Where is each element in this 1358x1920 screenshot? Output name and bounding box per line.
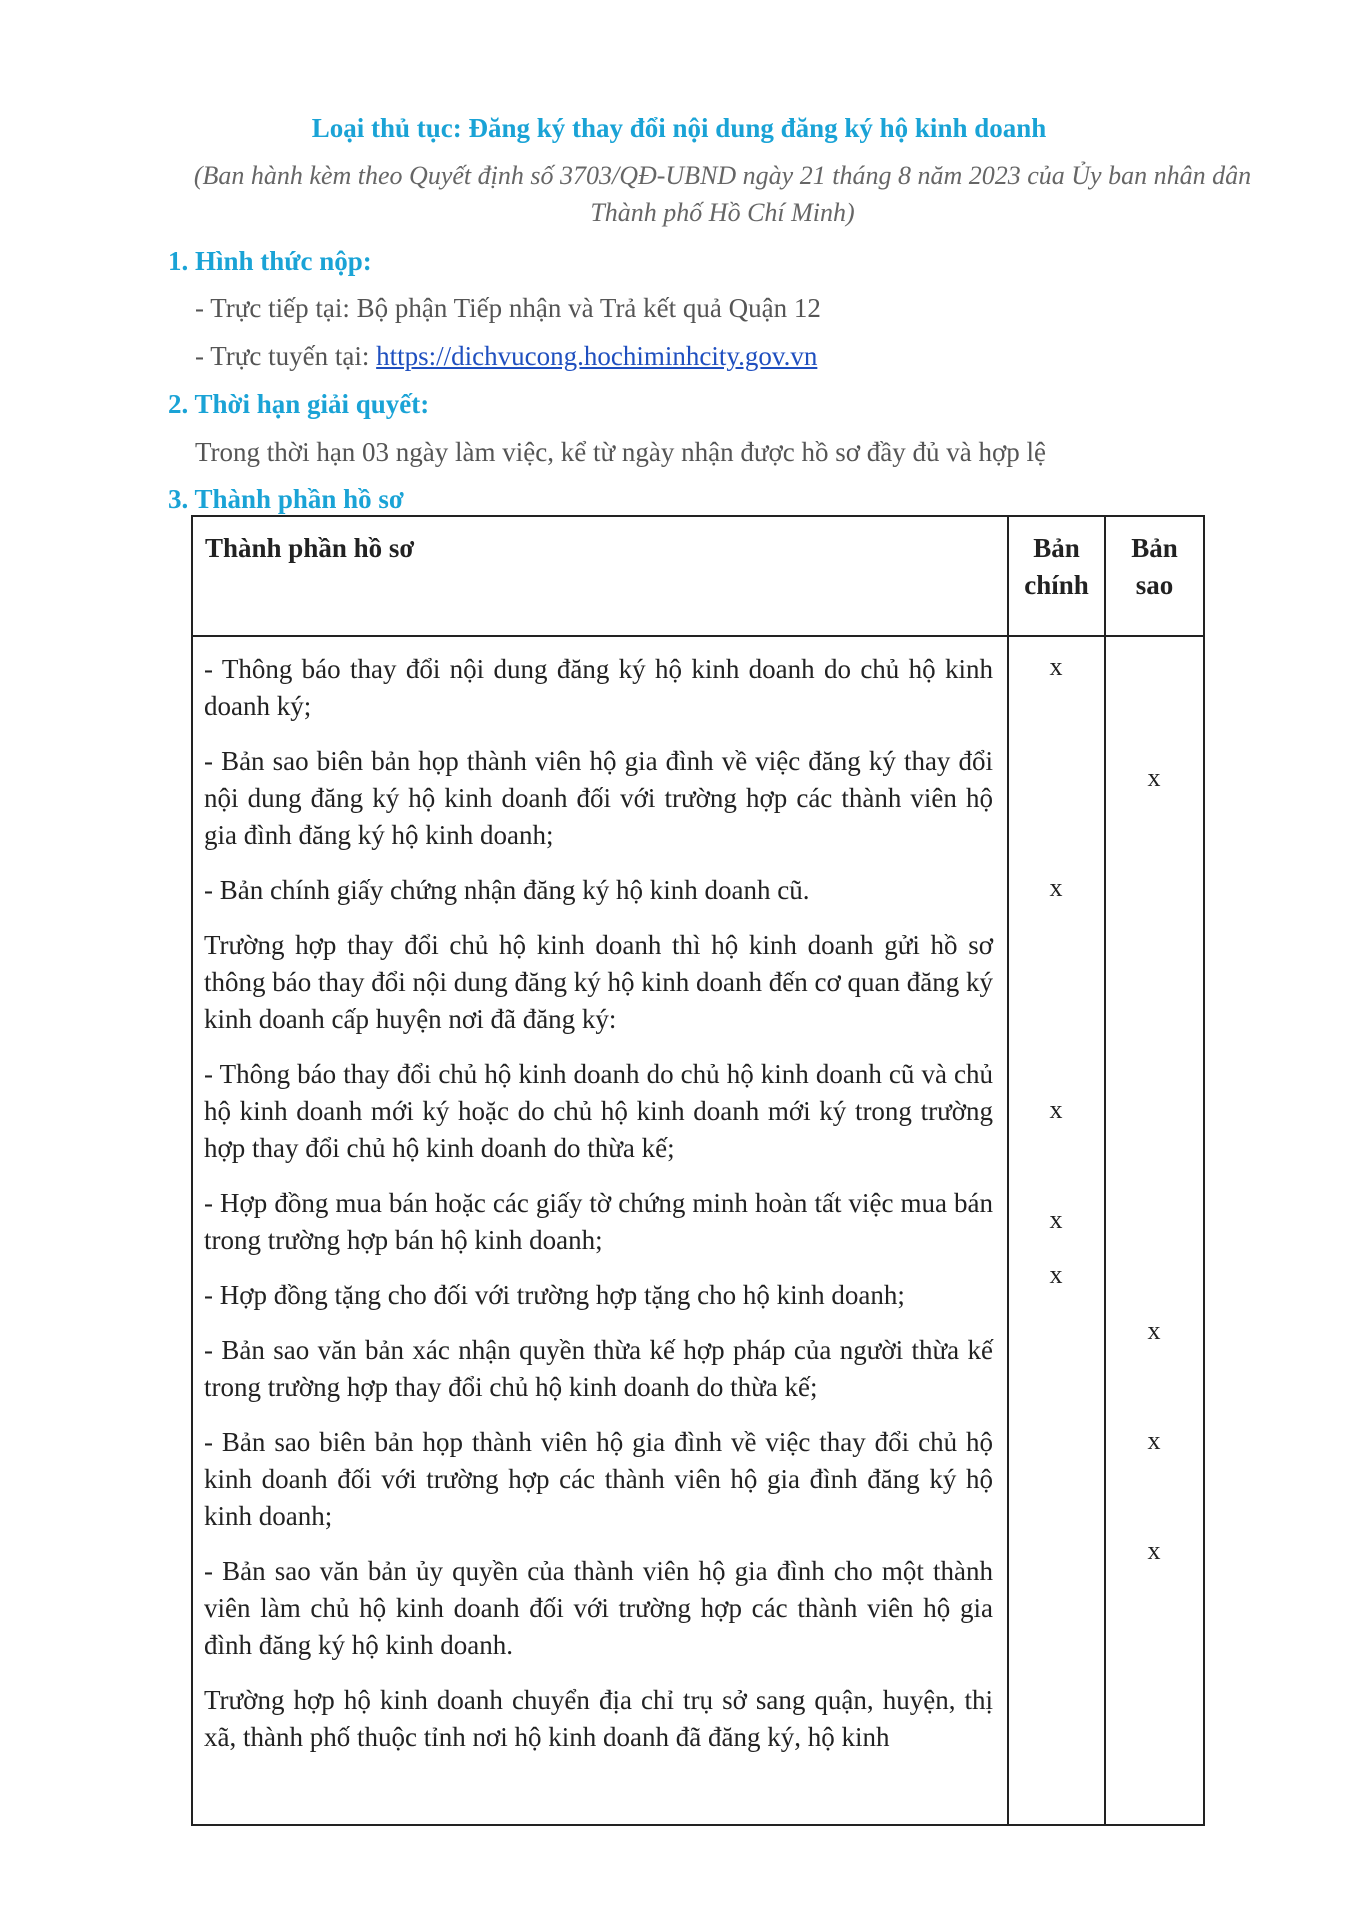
copy-mark: x — [1147, 1426, 1161, 1455]
table-border-top — [191, 515, 1205, 517]
table-row: - Thông báo thay đổi nội dung đăng ký hộ kinh doanh do chủ hộ kinh doanh ký; — [204, 654, 993, 721]
table-row: - Bản sao biên bản họp thành viên hộ gia đình về việc thay đổi chủ hộ kinh doanh đối với trường hợp các thành viên hộ gia đình đăng ký hộ kinh doanh; — [204, 1427, 993, 1531]
original-mark: x — [1049, 873, 1063, 902]
original-mark: x — [1049, 652, 1063, 681]
submission-online — [195, 338, 817, 374]
table-border-right — [1203, 515, 1205, 1826]
table-row: Trường hợp thay đổi chủ hộ kinh doanh thì hộ kinh doanh gửi hồ sơ thông báo thay đổi nội dung đăng ký hộ kinh doanh đến cơ quan đăng ký kinh doanh cấp huyện nơi đã đăng ký: — [204, 930, 993, 1034]
table-row: - Bản sao biên bản họp thành viên hộ gia đình về việc đăng ký thay đổi nội dung đăng ký hộ kinh doanh đối với trường hợp các thành viên hộ gia đình đăng ký hộ kinh doanh; — [204, 746, 993, 850]
original-mark: x — [1049, 1205, 1063, 1234]
table-column-divider-1 — [1007, 515, 1009, 1826]
online-portal-link[interactable]: https://dichvucong.hochiminhcity.gov.vn — [376, 341, 818, 371]
document-subtitle: (Ban hành kèm theo Quyết định số 3703/QĐ-UBND ngày 21 tháng 8 năm 2023 của Ủy ban nhân dân Thành phố Hồ Chí Minh) — [193, 161, 1252, 227]
table-rows — [204, 651, 993, 1774]
table-row: - Bản chính giấy chứng nhận đăng ký hộ kinh doanh cũ. — [204, 875, 810, 905]
original-mark: x — [1049, 1260, 1063, 1289]
table-row: Trường hợp hộ kinh doanh chuyển địa chỉ trụ sở sang quận, huyện, thị xã, thành phố thuộc tỉnh nơi hộ kinh doanh đã đăng ký, hộ kinh — [204, 1685, 993, 1752]
header-original — [1009, 530, 1104, 604]
header-copy-line2: sao — [1135, 570, 1174, 600]
section-1-heading: 1. Hình thức nộp: — [168, 246, 372, 276]
header-copy-line1: Bản — [1131, 533, 1178, 563]
table-border-left — [191, 515, 193, 1826]
table-row: - Thông báo thay đổi chủ hộ kinh doanh do chủ hộ kinh doanh cũ và chủ hộ kinh doanh mới ký hoặc do chủ hộ kinh doanh mới ký trong trường hợp thay đổi chủ hộ kinh doanh do thừa kế; — [204, 1059, 993, 1163]
table-row: - Bản sao văn bản xác nhận quyền thừa kế hợp pháp của người thừa kế trong trường hợp thay đổi chủ hộ kinh doanh do thừa kế; — [204, 1335, 993, 1402]
section-2-heading: 2. Thời hạn giải quyết: — [168, 389, 430, 419]
processing-time: Trong thời hạn 03 ngày làm việc, kể từ ngày nhận được hồ sơ đầy đủ và hợp lệ — [195, 437, 1046, 467]
table-row: - Bản sao văn bản ủy quyền của thành viên hộ gia đình cho một thành viên làm chủ hộ kinh doanh đối với trường hợp các thành viên hộ gia đình đăng ký hộ kinh doanh. — [204, 1556, 993, 1660]
original-mark: x — [1049, 1095, 1063, 1124]
header-original-line1: Bản — [1033, 533, 1080, 563]
section-3-heading: 3. Thành phần hồ sơ — [168, 484, 404, 514]
submission-online-label: - Trực tuyến tại: — [195, 341, 377, 371]
table-header-divider — [191, 635, 1205, 637]
header-component: Thành phần hồ sơ — [205, 533, 415, 563]
document-title: Loại thủ tục: Đăng ký thay đổi nội dung đăng ký hộ kinh doanh — [311, 113, 1047, 143]
table-row: - Hợp đồng tặng cho đối với trường hợp tặng cho hộ kinh doanh; — [204, 1280, 905, 1310]
header-original-line2: chính — [1024, 570, 1089, 600]
copy-mark: x — [1147, 1536, 1161, 1565]
table-row: - Hợp đồng mua bán hoặc các giấy tờ chứng minh hoàn tất việc mua bán trong trường hợp bán hộ kinh doanh; — [204, 1188, 993, 1255]
copy-mark: x — [1147, 1316, 1161, 1345]
table-border-bottom — [191, 1824, 1205, 1826]
copy-mark: x — [1147, 763, 1161, 792]
submission-direct: - Trực tiếp tại: Bộ phận Tiếp nhận và Trả kết quả Quận 12 — [195, 293, 821, 323]
table-column-divider-2 — [1104, 515, 1106, 1826]
header-copy — [1106, 530, 1203, 604]
